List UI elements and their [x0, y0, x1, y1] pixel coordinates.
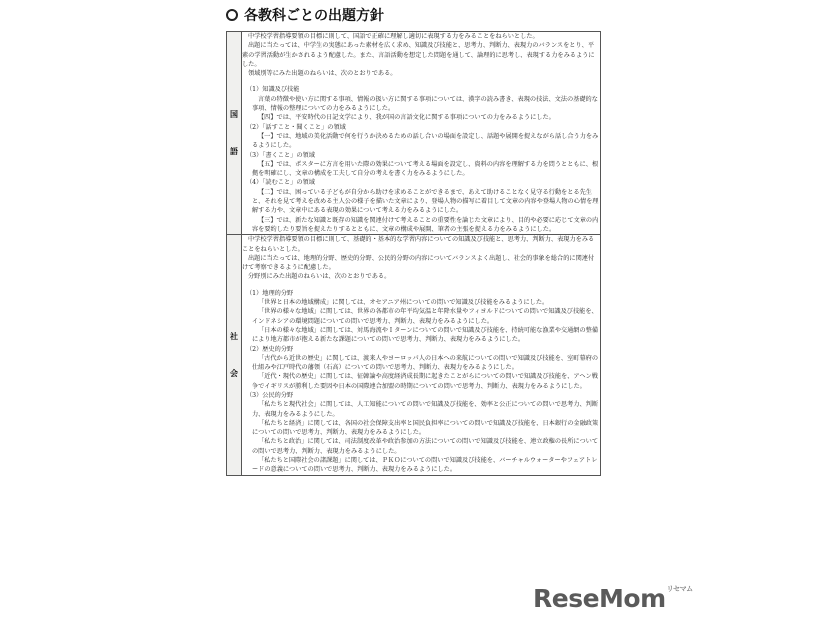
paragraph: 【三】では、新たな知識と既存の知識を関連付けて考えることの重要性を論じた文章により、目的や必要に応じて文章の内容を要約したり要旨を捉えたりするとともに、文章の構成や展開、筆者の主張を捉える力をみるようにした。: [252, 216, 599, 233]
subject-label: [227, 235, 242, 475]
paragraph: 「世界と日本の地域構成」に関しては、オセアニア州についての問いで知識及び技能をみるようにした。: [258, 299, 549, 307]
paragraph: 【二】では、困っている子どもが自分から助けを求めることができるまで、あえて助けることなく見守る行動をとる先生と、それを見て考えを改める主人公の様子を描いた文章により、登場人物の描写に着目して文章の内容や登場人物の心情を理解する力や、文章中にある表現の効果について考える力をみるようにした。: [252, 188, 599, 215]
subject-label: [227, 32, 242, 235]
paragraph: 【四】では、平安時代の日記文学により、我が国の言語文化に関する事項についての力をみるようにした。: [258, 114, 555, 122]
paragraph: 出題に当たっては、地理的分野、歴史的分野、公民的分野の内容についてバランスよく出題し、社会的事象を総合的に関連付けて考察できるように配慮した。: [242, 254, 595, 272]
paragraph: 中学校学習指導要領の目標に則して、国語で正確に理解し適切に表現する力をみることをねらいとした。: [248, 33, 539, 40]
paragraph: 「古代から近世の歴史」に関しては、渡来人やヨーロッパ人の日本への来航についての問いで知識及び技能を、室町幕府の仕組みや江戸時代の藩領（石高）についての問いで思考力、判断力、表現力をみるようにした。: [252, 354, 599, 372]
logo-text: ReseMom: [533, 584, 666, 613]
page-title: 各教科ごとの出題方針: [244, 8, 384, 24]
paragraph: （2）「話すこと・聞くこと」の領域: [246, 123, 346, 131]
subject-char: 会: [230, 368, 238, 378]
paragraph: （2）歴史的分野: [246, 345, 294, 353]
resemom-logo: [533, 584, 693, 613]
paragraph: 「世界の様々な地域」に関しては、世界の各都市の年平均気温と年降水量やフィヨルドについての問いで知識及び技能を、インドネシアの環境問題についての問いで思考力、判断力、表現力をみるようにした。: [252, 308, 598, 325]
paragraph: 「私たちと現代社会」に関しては、人工知能についての問いで知識及び技能を、効率と公正についての問いで思考力、判断力、表現力をみるようにした。: [252, 401, 599, 418]
logo-tm: リセマム: [666, 585, 693, 593]
paragraph: 「私たちと経済」に関しては、各国の社会保障支出率と国民負担率についての問いで知識及び技能を、日本銀行の金融政策についての問いで思考力、判断力、表現力をみるようにした。: [252, 419, 599, 437]
circle-bullet-icon: [226, 9, 238, 21]
paragraph: 【一】では、地域の美化活動で何を行うか決めるための話し合いの場面を設定し、話題や展開を捉えながら話し合う力をみるようにした。: [252, 132, 599, 150]
paragraph: 言葉の特徴や使い方に関する事項、情報の扱い方に関する事項については、漢字の読み書き、表現の技法、文法の基礎的な事項、情報の整理についての力をみるようにした。: [252, 95, 598, 113]
subject-char: 語: [230, 147, 238, 157]
paragraph: 「私たちと国際社会の諸課題」に関しては、ＰＫＯについての問いで知識及び技能を、バーチャルウォーターやフェアトレードの意義についての問いで思考力、判断力、表現力をみるようにした。: [252, 457, 598, 474]
spacer: [242, 282, 600, 289]
paragraph: 中学校学習指導要領の目標に則して、基礎的・基本的な学習内容についての知識及び技能と、思考力、判断力、表現力をみることをねらいとした。: [242, 236, 595, 253]
paragraph: （3）「書くこと」の領域: [246, 151, 315, 159]
subject-char: 国: [230, 110, 238, 120]
subject-body: [242, 235, 601, 475]
paragraph: 「近代・現代の歴史」に関しては、征韓論や高度経済成長期に起きたことがらについての問いで知識及び技能を、アヘン戦争でイギリスが勝利した要因や日本の国際連合加盟の時期についての問いで思考力、判断力、表現力をみるようにした。: [252, 373, 598, 390]
subject-char: 社: [230, 331, 238, 341]
paragraph: （1）地理的分野: [246, 289, 294, 297]
paragraph: （4）「読むこと」の領域: [246, 179, 315, 187]
paragraph: 「日本の様々な地域」に関しては、対馬海流やＩターンについての問いで知識及び技能を、持続可能な漁業や交通網の整備により地方都市が抱える新たな課題についての問いで思考力、判断力、表現力をみるようにした。: [252, 326, 599, 344]
subject-row: [227, 235, 601, 475]
paragraph: （3）公民的分野: [246, 391, 294, 399]
paragraph: （1）知識及び技能: [246, 86, 300, 94]
paragraph: 【五】では、ポスターに方言を用いた際の効果について考える場面を設定し、資料の内容を理解する力を問うとともに、根拠を明確にし、文章の構成を工夫して自分の考えを書く力をみるようにした。: [252, 160, 599, 178]
paragraph: 領域別等にみた出題のねらいは、次のとおりである。: [248, 70, 397, 78]
policy-table: [226, 31, 601, 476]
page-heading: [226, 4, 384, 26]
paragraph: 分野別にみた出題のねらいは、次のとおりである。: [248, 273, 391, 281]
subject-row: [227, 32, 601, 235]
paragraph: 出題に当たっては、中学生の実態にあった素材を広く求め、知識及び技能と、思考力、判断力、表現力のバランスをとり、平素の学習活動が生かされるよう配慮した。また、言語活動を想定した問題を通して、論理的に思考し、表現する力をみるようにした。: [242, 42, 595, 68]
spacer: [242, 78, 600, 85]
subject-body: [242, 32, 601, 235]
paragraph: 「私たちと政治」に関しては、司法制度改革や政治参加の方法についての問いで知識及び技能を、連立政権の長所についての問いで思考力、判断力、表現力をみるようにした。: [252, 438, 599, 455]
